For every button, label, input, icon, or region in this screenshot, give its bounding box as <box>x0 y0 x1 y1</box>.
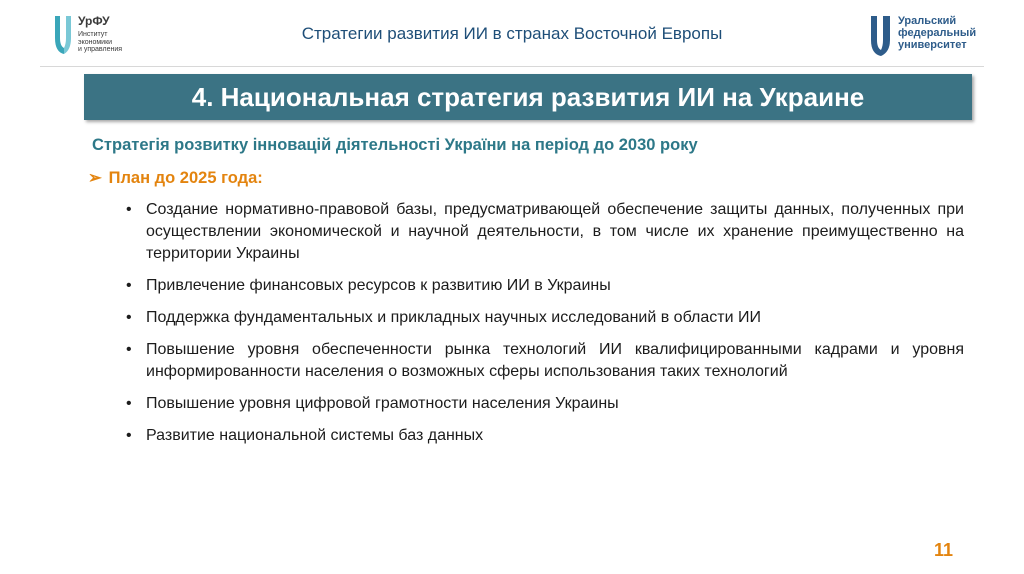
list-item: • Повышение уровня цифровой грамотности населения Украины <box>124 393 964 415</box>
university-logo-text: Уральский федеральный университет <box>898 15 977 51</box>
urfu-logo-icon <box>868 14 894 58</box>
list-item: • Развитие национальной системы баз данных <box>124 425 964 447</box>
arrow-bullet-icon: ➢ <box>88 169 102 187</box>
bullet-dot-icon: • <box>126 277 132 294</box>
list-item: • Поддержка фундаментальных и прикладных научных исследований в области ИИ <box>124 307 964 329</box>
header-title: Стратегии развития ИИ в странах Восточной Европы <box>301 24 723 43</box>
slide-header <box>0 0 1024 72</box>
bullet-dot-icon: • <box>126 395 132 412</box>
plan-heading <box>88 168 263 188</box>
list-item: • Привлечение финансовых ресурсов к развитию ИИ в Украины <box>124 275 964 297</box>
strategy-subtitle: Стратегія розвитку інновацій діятельності України на період до 2030 року <box>92 136 698 154</box>
bullet-dot-icon: • <box>126 201 132 218</box>
institute-logo-title: УрФУ <box>78 14 110 28</box>
bullet-dot-icon: • <box>126 309 132 326</box>
university-logo <box>868 14 988 60</box>
bullet-dot-icon: • <box>126 341 132 358</box>
header-divider <box>40 66 984 67</box>
bullet-dot-icon: • <box>126 427 132 444</box>
plan-bullet-list <box>124 199 964 457</box>
list-item: • Создание нормативно-правовой базы, предусматривающей обеспечение защиты данных, полученных при осуществлении экономической и научной деятельности, в том числе их хранение преимущественно на территории Украины <box>126 201 964 262</box>
page-number: 11 <box>934 540 954 560</box>
institute-logo-subtitle: Институт экономики и управления <box>78 31 123 53</box>
title-banner <box>84 74 972 120</box>
plan-heading-text: План до 2025 года: <box>108 169 263 187</box>
slide-title: 4. Национальная стратегия развития ИИ на Украине <box>191 82 865 112</box>
list-item: • Повышение уровня обеспеченности рынка технологий ИИ квалифицированными кадрами и уровня информированности населения о возможных сферы использования таких технологий <box>126 341 964 380</box>
